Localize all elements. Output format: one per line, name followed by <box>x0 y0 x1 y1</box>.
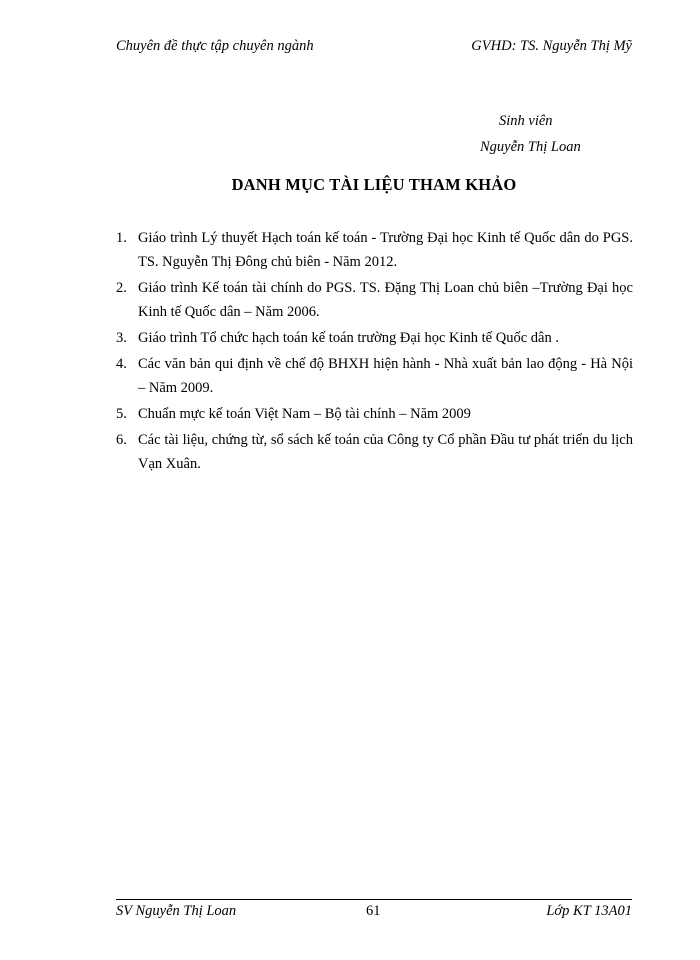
reference-text: Các văn bản qui định về chế độ BHXH hiện hành - Nhà xuất bản lao động - Hà Nội – Năm 2009. <box>138 356 633 396</box>
reference-item <box>116 226 633 274</box>
header-left-text: Chuyên đề thực tập chuyên ngành <box>116 38 314 54</box>
reference-number: 1. <box>116 230 127 246</box>
reference-item <box>116 276 633 324</box>
reference-item <box>116 352 633 400</box>
reference-number: 6. <box>116 432 127 448</box>
reference-text: Giáo trình Tổ chức hạch toán kế toán trường Đại học Kinh tế Quốc dân . <box>138 330 559 346</box>
footer-class: Lớp KT 13A01 <box>546 903 632 919</box>
reference-text: Các tài liệu, chứng từ, sổ sách kế toán của Công ty Cổ phần Đầu tư phát triển du lịch Vạn Xuân. <box>138 432 633 472</box>
reference-item <box>116 428 633 476</box>
reference-item <box>116 402 633 426</box>
signature-name: Nguyễn Thị Loan <box>480 139 581 155</box>
reference-number: 3. <box>116 330 127 346</box>
header-right-text: GVHD: TS. Nguyễn Thị Mỹ <box>471 38 632 54</box>
reference-number: 5. <box>116 406 127 422</box>
reference-list <box>116 226 633 478</box>
reference-text: Giáo trình Kế toán tài chính do PGS. TS. Đặng Thị Loan chủ biên –Trường Đại học Kinh tế Quốc dân – Năm 2006. <box>138 280 633 320</box>
reference-text: Chuẩn mực kế toán Việt Nam – Bộ tài chính – Năm 2009 <box>138 406 471 422</box>
reference-number: 2. <box>116 280 127 296</box>
page-header <box>116 38 632 60</box>
reference-text: Giáo trình Lý thuyết Hạch toán kế toán - Trường Đại học Kinh tế Quốc dân do PGS. TS. Nguyễn Thị Đông chủ biên - Năm 2012. <box>138 230 633 270</box>
signature-role: Sinh viên <box>499 113 553 129</box>
page-title: DANH MỤC TÀI LIỆU THAM KHẢO <box>231 175 517 194</box>
page-footer <box>116 899 632 922</box>
footer-student-name: SV Nguyễn Thị Loan <box>116 903 237 919</box>
page-number: 61 <box>366 903 381 919</box>
reference-item <box>116 326 633 350</box>
reference-number: 4. <box>116 356 127 372</box>
